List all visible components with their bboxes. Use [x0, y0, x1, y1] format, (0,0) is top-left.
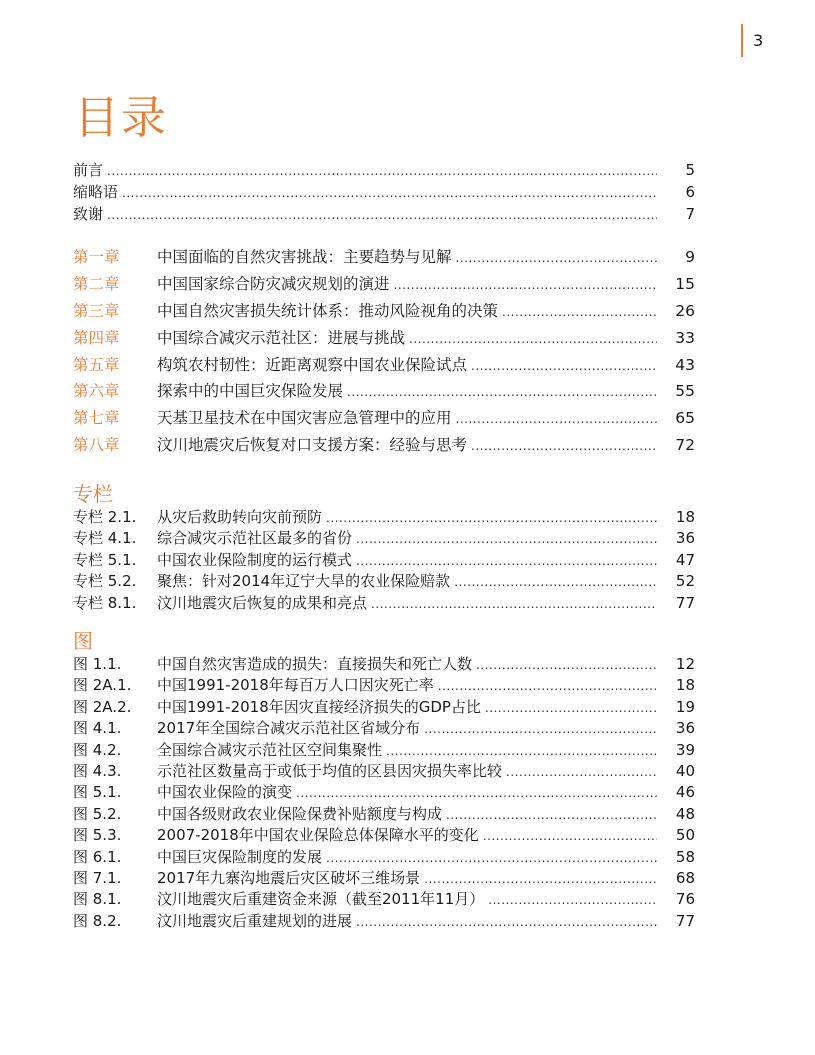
dot-leader: [471, 359, 657, 373]
toc-entry-page: 36: [675, 719, 695, 738]
boxes-section: [73, 482, 695, 613]
toc-entry[interactable]: [73, 824, 695, 845]
toc-entry[interactable]: [73, 159, 695, 181]
dot-leader: [107, 164, 657, 178]
toc-entry-title: 从灾后救助转向灾前预防: [157, 508, 323, 526]
front-matter-list: [73, 159, 695, 225]
toc-entry-label: 专栏 2.1.: [73, 508, 137, 526]
toc-entry-page: 7: [685, 205, 695, 223]
toc-entry[interactable]: [73, 353, 695, 380]
toc-entry-page: 12: [675, 655, 695, 673]
toc-entry-page: 68: [675, 868, 695, 887]
page-number: 3: [753, 31, 764, 50]
toc-entry-page: 52: [675, 572, 695, 591]
toc-entry[interactable]: [73, 696, 695, 717]
toc-entry[interactable]: [73, 326, 695, 353]
toc-entry-title: 中国1991-2018年每百万人口因灾死亡率: [157, 676, 434, 695]
toc-entry-page: 43: [675, 355, 695, 374]
toc-entry-title: 汶川地震灾后恢复的成果和亮点: [157, 593, 368, 612]
toc-entry-title: 天基卫星技术在中国灾害应急管理中的应用: [157, 409, 452, 428]
toc-entry-label: 图 5.1.: [73, 783, 122, 802]
toc-entry[interactable]: [73, 549, 695, 570]
toc-entry-title: 中国农业保险制度的运行模式: [157, 550, 353, 569]
toc-entry[interactable]: [73, 203, 695, 225]
toc-entry-label: 第四章: [73, 328, 120, 347]
toc-entry-label: 图 4.1.: [73, 719, 122, 738]
toc-entry[interactable]: [73, 245, 695, 272]
dot-leader: [107, 208, 657, 222]
toc-entry-label: 图 5.2.: [73, 804, 122, 823]
toc-entry-label: 专栏 5.1.: [73, 550, 137, 569]
toc-entry-page: 47: [675, 550, 695, 569]
toc-entry-title: 缩略语: [73, 183, 119, 201]
toc-entry-title: 中国农业保险的演变: [157, 783, 293, 802]
page-title: 目录: [74, 91, 169, 144]
toc-entry-page: 58: [675, 847, 695, 866]
toc-entry-page: 65: [675, 409, 695, 428]
toc-entry[interactable]: [73, 674, 695, 695]
toc-entry-label: 第七章: [73, 409, 120, 428]
toc-entry-label: 图 4.3.: [73, 761, 122, 780]
toc-entry-label: 第八章: [73, 436, 120, 455]
toc-entry[interactable]: [73, 717, 695, 738]
toc-entry-title: 综合减灾示范社区最多的省份: [157, 529, 353, 548]
toc-entry-title: 中国巨灾保险制度的发展: [157, 847, 323, 866]
toc-entry-page: 15: [675, 274, 695, 293]
dot-leader: [454, 575, 657, 589]
dot-leader: [502, 305, 657, 319]
toc-entry-label: 第二章: [73, 274, 120, 293]
toc-entry-title: 汶川地震灾后恢复对口支援方案：经验与思考: [157, 436, 468, 455]
toc-entry-label: 图 5.3.: [73, 826, 122, 845]
toc-entry-page: 40: [675, 761, 695, 780]
toc-entry-page: 50: [675, 826, 695, 845]
dot-leader: [356, 554, 657, 568]
toc-entry[interactable]: [73, 910, 695, 931]
toc-entry-label: 第一章: [73, 248, 120, 266]
toc-entry-title: 探索中的中国巨灾保险发展: [157, 382, 344, 401]
toc-entry[interactable]: [73, 379, 695, 406]
toc-entry-title: 2007-2018年中国农业保险总体保障水平的变化: [157, 826, 479, 845]
toc-entry-label: 第五章: [73, 355, 120, 374]
dot-leader: [409, 332, 657, 346]
dot-leader: [424, 872, 657, 886]
dot-leader: [488, 893, 657, 907]
boxes-heading: 专栏: [73, 482, 113, 506]
toc-entry[interactable]: [73, 760, 695, 781]
chapter-list: [73, 245, 695, 460]
toc-entry[interactable]: [73, 506, 695, 527]
toc-entry[interactable]: [73, 592, 695, 613]
dot-leader: [483, 829, 657, 843]
toc-entry-page: 26: [675, 301, 695, 320]
dot-leader: [485, 701, 657, 715]
toc-entry-title: 汶川地震灾后重建资金来源（截至2011年11月）: [157, 890, 485, 909]
toc-entry-label: 图 4.2.: [73, 740, 122, 759]
dot-leader: [506, 765, 657, 779]
toc-entry-title: 构筑农村韧性：近距离观察中国农业保险试点: [157, 355, 468, 374]
dot-leader: [476, 658, 657, 672]
figures-section: [73, 629, 695, 931]
toc-entry-page: 18: [675, 676, 695, 695]
toc-entry-page: 76: [675, 890, 695, 909]
toc-entry[interactable]: [73, 181, 695, 203]
toc-entry-page: 55: [675, 382, 695, 401]
dot-leader: [371, 597, 657, 611]
dot-leader: [356, 532, 657, 546]
toc-entry-page: 77: [675, 593, 695, 612]
toc-entry-title: 全国综合减灾示范社区空间集聚性: [157, 740, 383, 759]
toc-entry[interactable]: [73, 406, 695, 433]
dot-leader: [438, 679, 657, 693]
toc-entry-title: 中国面临的自然灾害挑战：主要趋势与见解: [157, 248, 452, 266]
toc-entry-label: 图 8.2.: [73, 911, 122, 930]
toc-entry-label: 图 1.1.: [73, 655, 122, 673]
toc-entry[interactable]: [73, 299, 695, 326]
toc-entry-page: 19: [675, 697, 695, 716]
toc-entry-page: 18: [675, 508, 695, 526]
toc-entry-title: 前言: [73, 161, 104, 179]
toc-entry-label: 图 2A.1.: [73, 676, 132, 695]
toc-entry-label: 第三章: [73, 301, 120, 320]
dot-leader: [347, 385, 657, 399]
toc-entry-title: 示范社区数量高于或低于均值的区县因灾损失率比较: [157, 761, 503, 780]
toc-entry-title: 中国1991-2018年因灾直接经济损失的GDP占比: [157, 697, 481, 716]
toc-entry[interactable]: [73, 888, 695, 909]
toc-entry-page: 72: [675, 436, 695, 455]
toc-entry-label: 图 8.1.: [73, 890, 122, 909]
dot-leader: [326, 851, 657, 865]
boxes-list: [73, 506, 695, 613]
dot-leader: [356, 915, 657, 929]
dot-leader: [456, 412, 657, 426]
toc-entry-title: 中国各级财政农业保险保费补贴额度与构成: [157, 804, 443, 823]
toc-entry-label: 第六章: [73, 382, 120, 401]
dot-leader: [471, 439, 657, 453]
toc-entry-title: 2017年全国综合减灾示范社区省域分布: [157, 719, 421, 738]
toc-entry-title: 中国国家综合防灾减灾规划的演进: [157, 274, 390, 293]
toc-entry[interactable]: [73, 781, 695, 802]
dot-leader: [446, 808, 657, 822]
toc-entry-title: 中国自然灾害造成的损失：直接损失和死亡人数: [157, 655, 473, 673]
dot-leader: [456, 251, 657, 265]
toc-entry-page: 36: [675, 529, 695, 548]
toc-entry-title: 中国自然灾害损失统计体系：推动风险视角的决策: [157, 301, 499, 320]
figures-heading: 图: [73, 629, 93, 653]
toc-entry-page: 9: [685, 248, 695, 266]
toc-entry[interactable]: [73, 570, 695, 591]
dot-leader: [296, 786, 657, 800]
page-number-divider: [741, 24, 743, 57]
toc-entry-label: 图 6.1.: [73, 847, 122, 866]
toc-entry[interactable]: [73, 739, 695, 760]
toc-entry[interactable]: [73, 803, 695, 824]
dot-leader: [424, 722, 657, 736]
toc-entry-page: 48: [675, 804, 695, 823]
toc-entry[interactable]: [73, 846, 695, 867]
toc-entry-page: 6: [685, 183, 695, 201]
dot-leader: [326, 511, 657, 525]
toc-entry-label: 图 7.1.: [73, 868, 122, 887]
toc-entry-label: 专栏 4.1.: [73, 529, 137, 548]
toc-entry[interactable]: [73, 272, 695, 299]
toc-entry-label: 图 2A.2.: [73, 697, 132, 716]
toc-entry-title: 聚焦：针对2014年辽宁大旱的农业保险赔款: [157, 572, 451, 591]
toc-entry-label: 专栏 5.2.: [73, 572, 137, 591]
toc-entry-title: 致谢: [73, 205, 104, 223]
toc-entry-title: 2017年九寨沟地震后灾区破坏三维场景: [157, 868, 421, 887]
dot-leader: [394, 278, 657, 292]
toc-entry-title: 中国综合减灾示范社区：进展与挑战: [157, 328, 406, 347]
toc-entry-page: 46: [675, 783, 695, 802]
dot-leader: [386, 744, 657, 758]
toc-entry[interactable]: [73, 653, 695, 674]
toc-entry-page: 33: [675, 328, 695, 347]
toc-entry[interactable]: [73, 433, 695, 460]
toc-entry-page: 39: [675, 740, 695, 759]
toc-entry-page: 5: [685, 161, 695, 179]
toc-entry[interactable]: [73, 527, 695, 548]
toc-entry-page: 77: [675, 911, 695, 930]
toc-entry[interactable]: [73, 867, 695, 888]
toc-entry-label: 专栏 8.1.: [73, 593, 137, 612]
figures-list: [73, 653, 695, 931]
toc-entry-title: 汶川地震灾后重建规划的进展: [157, 911, 353, 930]
dot-leader: [122, 186, 657, 200]
